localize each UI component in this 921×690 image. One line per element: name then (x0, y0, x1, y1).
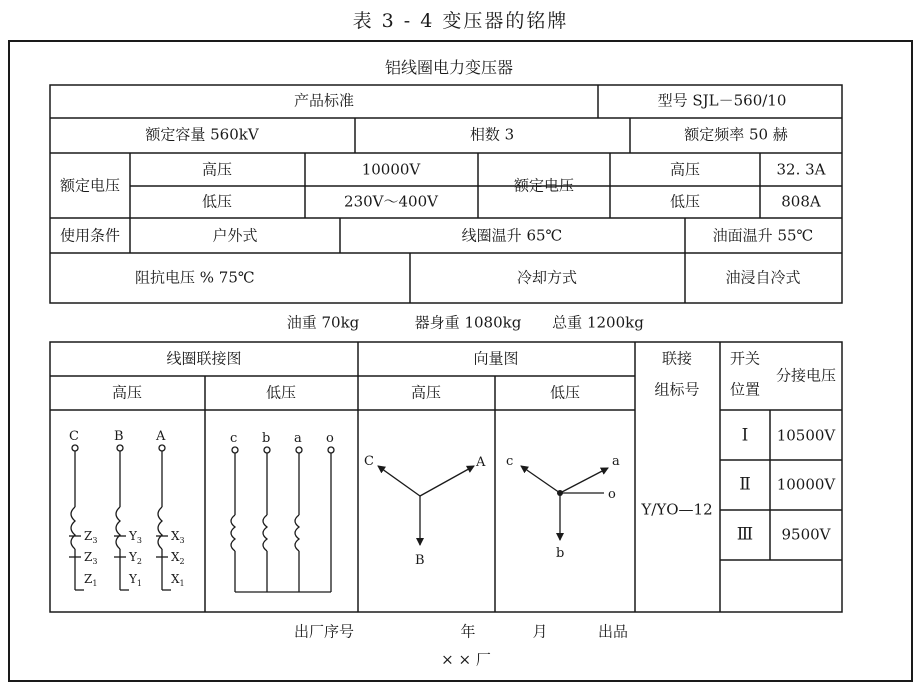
connection-group-header-1: 联接 (661, 349, 693, 368)
coil-temp-rise: 线圈温升 65℃ (461, 226, 563, 245)
svg-text:Z1: $Z_1$ (84, 572, 98, 588)
svg-text:Y1: $Y_1$ (129, 572, 143, 588)
lv-terminal-o: o (326, 431, 334, 446)
serial-number-label: 出厂序号 (293, 622, 355, 641)
high-side-current: 32. 3A (776, 160, 826, 179)
tap-position-2: Ⅱ (739, 474, 751, 495)
rated-capacity: 额定容量 560kV (145, 125, 259, 144)
connection-group-value: Y/YO—12 (641, 500, 713, 519)
lv-vector-a: a (612, 454, 620, 469)
rated-frequency: 额定频率 50 赫 (684, 125, 788, 144)
svg-text:Z3: $Z_3$ (84, 529, 98, 545)
usage-conditions-label: 使用条件 (59, 226, 121, 245)
hv-vector-a: A (476, 455, 486, 470)
switch-position-header-2: 位置 (729, 380, 761, 399)
lv-terminal-a: a (294, 431, 302, 446)
year-label: 年 (460, 622, 476, 641)
lv-terminal-b: b (262, 431, 271, 446)
wiring-hv-header: 高压 (111, 383, 143, 402)
total-weight: 总重 1200kg (552, 313, 644, 332)
tap-voltage-header: 分接电压 (775, 366, 837, 385)
high-voltage-value: 10000V (361, 160, 421, 179)
lv-vector-c: c (506, 454, 514, 469)
hv-terminal-a: A (156, 429, 166, 444)
wiring-lv-header: 低压 (265, 383, 297, 402)
table-caption: 表 3 - 4 变压器的铭牌 (352, 10, 569, 32)
vector-lv-header: 低压 (549, 383, 581, 402)
svg-text:Y2: $Y_2$ (129, 550, 143, 566)
low-voltage-value: 230V～400V (344, 192, 438, 211)
low-voltage-label: 低压 (201, 192, 233, 211)
lv-vector-o: o (608, 487, 616, 502)
oil-weight: 油重 70kg (286, 313, 360, 332)
svg-text:X2: $X_2$ (171, 550, 185, 566)
low-side-label: 低压 (669, 192, 701, 211)
outdoor-type: 户外式 (212, 226, 258, 245)
hv-vector-c: C (364, 454, 374, 469)
cooling-method-value: 油浸自冷式 (725, 268, 801, 287)
vector-diagram-header: 向量图 (473, 349, 519, 368)
high-side-label: 高压 (669, 160, 701, 179)
factory-name: × × 厂 (441, 650, 491, 669)
product-standard-label: 产品标准 (293, 91, 355, 110)
svg-text:X1: $X_1$ (171, 572, 185, 588)
tap-voltage-1: 10500V (776, 426, 836, 445)
low-side-current: 808A (781, 192, 821, 211)
svg-text:Y3: $Y_3$ (129, 529, 143, 545)
made-label: 出品 (597, 622, 629, 641)
lv-terminal-c: c (230, 431, 238, 446)
body-weight: 器身重 1080kg (414, 313, 522, 332)
nameplate-title: 铝线圈电力变压器 (384, 58, 514, 77)
vector-hv-header: 高压 (410, 383, 442, 402)
lv-vector-b: b (556, 546, 565, 561)
rated-current-label: 额定电压 (513, 176, 575, 195)
oil-temp-rise: 油面温升 55℃ (712, 226, 814, 245)
connection-group-header-2: 组标号 (654, 380, 700, 399)
month-label: 月 (532, 622, 548, 641)
tap-voltage-3: 9500V (781, 525, 831, 544)
tap-position-3: Ⅲ (736, 524, 754, 545)
svg-text:X3: $X_3$ (171, 529, 185, 545)
hv-vector-b: B (415, 553, 425, 568)
impedance-voltage: 阻抗电压 % 75℃ (135, 268, 255, 287)
phase-count: 相数 3 (469, 125, 515, 144)
coil-wiring-header: 线圈联接图 (166, 349, 242, 368)
tap-position-1: Ⅰ (741, 425, 749, 446)
tap-voltage-2: 10000V (776, 475, 836, 494)
hv-terminal-c: C (69, 429, 79, 444)
rated-voltage-label: 额定电压 (59, 176, 121, 195)
high-voltage-label: 高压 (201, 160, 233, 179)
hv-terminal-b: B (114, 429, 124, 444)
model-number: 型号 SJL－560/10 (657, 91, 787, 110)
svg-text:Z3: $Z_3$ (84, 550, 98, 566)
switch-position-header-1: 开关 (729, 349, 761, 368)
cooling-method-label: 冷却方式 (516, 268, 578, 287)
